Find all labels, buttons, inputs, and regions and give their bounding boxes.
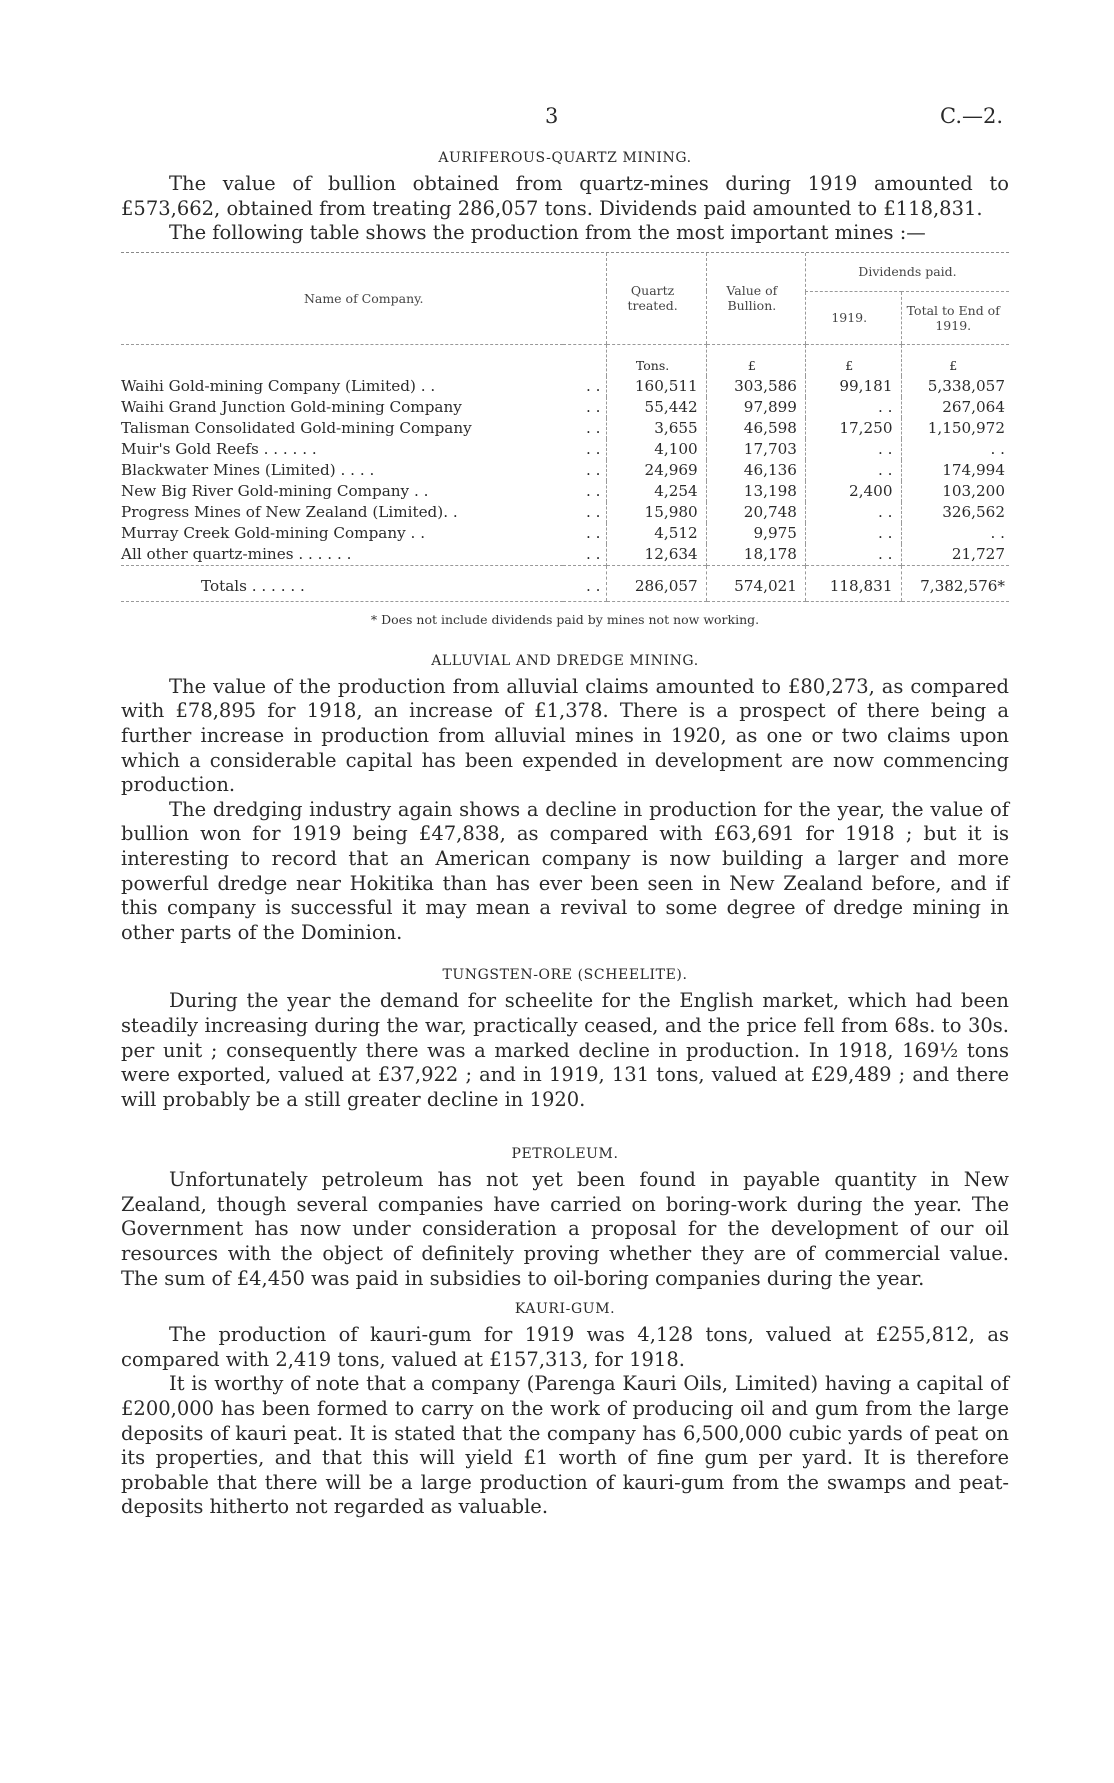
leader-dots: . . [585,418,601,437]
dividends-1919: . . [805,397,901,418]
quartz-treated: 4,254 [607,481,706,502]
bullion-value: 46,598 [706,418,805,439]
company-name: Muir's Gold Reefs . . . . . . [121,439,317,458]
table-row [121,439,1009,460]
dividends-1919: . . [805,439,901,460]
unit-div-1919: £ [805,344,901,376]
quartz-treated: 3,655 [607,418,706,439]
totals-label: Totals . . . . . . [121,565,563,601]
leader-dots: . . [585,544,601,563]
table-totals-row [121,565,1009,601]
dividends-total: 267,064 [901,397,1009,418]
section-title-kauri-gum: KAURI-GUM. [514,1301,616,1318]
kauri-paragraph-1: The production of kauri-gum for 1919 was 4,128 tons, valued at £255,812, as compared with 2,419 tons, valued at £157,313, for 1918. [121,1323,1009,1371]
bullion-value: 303,586 [706,376,805,397]
table-row [121,544,1009,566]
header-dividends-total: Total to End of 1919. [901,291,1009,344]
leader-dots: . . [585,376,601,395]
company-name: Blackwater Mines (Limited) . . . . [121,460,375,479]
company-name: New Big River Gold-mining Company . . [121,481,429,500]
leader-dots: . . [585,523,601,542]
petroleum-paragraph-1: Unfortunately petroleum has not yet been found in payable quantity in New Zealand, though several companies have carried on boring-work during the year. The Government has now under consideration a proposal for the development of our oil resources with the object of definitely proving whether they are of commercial value. The sum of £4,450 was paid in subsidies to oil-boring companies during the year. [121,1168,1009,1290]
dividends-total: 1,150,972 [901,418,1009,439]
quartz-treated: 4,100 [607,439,706,460]
unit-div-total: £ [901,344,1009,376]
unit-quartz: Tons. [607,344,706,376]
bullion-value: 18,178 [706,544,805,566]
leader-dots: . . [585,439,601,458]
dividends-1919: . . [805,460,901,481]
header-name-of-company: Name of Company. [121,253,607,345]
quartz-treated: 24,969 [607,460,706,481]
bullion-value: 17,703 [706,439,805,460]
alluvial-paragraph-2: The dredging industry again shows a decline in production for the year, the value of bullion won for 1919 being £47,838, as compared with £63,691 for 1918 ; but it is interesting to record that an American company is now building a larger and more powerful dredge near Hokitika than has ever been seen in New Zealand before, and if this company is successful it may mean a revival to some degree of dredge mining in other parts of the Dominion. [121,797,1009,944]
tungsten-paragraph-1: During the year the demand for scheelite for the English market, which had been steadily increasing during the war, practically ceased, and the price fell from 68s. to 30s. per unit ; consequently there was a marked decline in production. In 1918, 169½ tons were exported, valued at £37,922 ; and in 1919, 131 tons, valued at £29,489 ; and there will probably be a still greater decline in 1920. [121,989,1009,1111]
table-row [121,502,1009,523]
table-row [121,481,1009,502]
auriferous-paragraph-2: The following table shows the production from the most important mines :— [169,221,926,245]
header-quartz-treated: Quartz treated. [607,253,706,345]
quartz-treated: 160,511 [607,376,706,397]
production-table [121,253,1009,602]
table-row [121,397,1009,418]
quartz-treated: 12,634 [607,544,706,566]
dividends-total: 326,562 [901,502,1009,523]
dividends-total: . . [901,439,1009,460]
dividends-total: . . [901,523,1009,544]
page-number: 3 [545,104,559,128]
dividends-total: 5,338,057 [901,376,1009,397]
dividends-total: 174,994 [901,460,1009,481]
section-title-alluvial: ALLUVIAL AND DREDGE MINING. [431,652,699,669]
leader-dots: . . [563,565,607,601]
leader-dots: . . [585,481,601,500]
table-row [121,460,1009,481]
table-units-row [121,344,1009,376]
section-title-tungsten: TUNGSTEN-ORE (SCHEELITE). [442,967,688,984]
bullion-value: 46,136 [706,460,805,481]
dividends-1919: 17,250 [805,418,901,439]
total-dividends-1919: 118,831 [805,565,901,601]
page-content [121,150,1009,1520]
unit-value: £ [706,344,805,376]
total-dividends-total: 7,382,576* [901,565,1009,601]
dividends-1919: 2,400 [805,481,901,502]
header-value-of-bullion: Value of Bullion. [706,253,805,345]
dividends-total: 21,727 [901,544,1009,566]
dividends-1919: . . [805,502,901,523]
section-title-auriferous: AURIFEROUS-QUARTZ MINING. [438,150,692,166]
company-name: Murray Creek Gold-mining Company . . [121,523,426,542]
total-quartz-treated: 286,057 [607,565,706,601]
leader-dots: . . [585,397,601,416]
bullion-value: 9,975 [706,523,805,544]
total-bullion-value: 574,021 [706,565,805,601]
document-reference: C.—2. [940,104,1004,128]
header-dividends-paid: Dividends paid. [805,253,1009,292]
header-dividends-1919: 1919. [805,291,901,344]
table-row [121,376,1009,397]
company-name: Progress Mines of New Zealand (Limited). . [121,502,458,521]
dividends-1919: . . [805,544,901,566]
quartz-treated: 15,980 [607,502,706,523]
company-name: Talisman Consolidated Gold-mining Company [121,418,472,437]
auriferous-paragraph-1: The value of bullion obtained from quartz-mines during 1919 amounted to £573,662, obtained from treating 286,057 tons. Dividends paid amounted to £118,831. [121,172,1009,220]
kauri-paragraph-2: It is worthy of note that a company (Parenga Kauri Oils, Limited) having a capital of £200,000 has been formed to carry on the work of producing oil and gum from the large deposits of kauri peat. It is stated that the company has 6,500,000 cubic yards of peat on its properties, and that this will yield £1 worth of fine gum per yard. It is therefore probable that there will be a large production of kauri-gum from the swamps and peat-deposits hitherto not regarded as valuable. [121,1372,1009,1519]
table-row [121,523,1009,544]
company-name: All other quartz-mines . . . . . . [121,544,352,563]
bullion-value: 20,748 [706,502,805,523]
table-footnote: * Does not include dividends paid by mines not now working. [370,611,760,627]
leader-dots: . . [585,502,601,521]
dividends-1919: 99,181 [805,376,901,397]
quartz-treated: 4,512 [607,523,706,544]
leader-dots: . . [585,460,601,479]
table-row [121,418,1009,439]
company-name: Waihi Gold-mining Company (Limited) . . [121,376,436,395]
bullion-value: 97,899 [706,397,805,418]
dividends-1919: . . [805,523,901,544]
table-header-row-1 [121,253,1009,292]
alluvial-paragraph-1: The value of the production from alluvial claims amounted to £80,273, as compared with £78,895 for 1918, an increase of £1,378. There is a prospect of there being a further increase in production from alluvial mines in 1920, as one or two claims upon which a considerable capital has been expended in development are now commencing production. [121,674,1009,797]
dividends-total: 103,200 [901,481,1009,502]
bullion-value: 13,198 [706,481,805,502]
company-name: Waihi Grand Junction Gold-mining Company [121,397,462,416]
section-title-petroleum: PETROLEUM. [511,1146,619,1163]
quartz-treated: 55,442 [607,397,706,418]
